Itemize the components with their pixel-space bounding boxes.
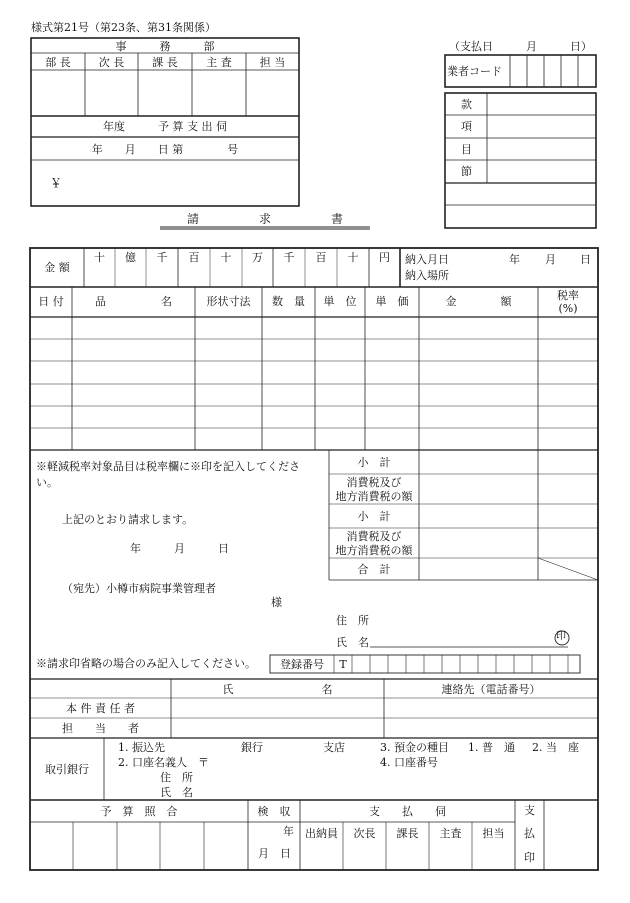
budget-item-moku: 目 (461, 143, 472, 156)
form-number: 様式第21号（第23条、第31条関係） (31, 21, 216, 34)
col-unit: 単 位 (323, 295, 357, 308)
request-date-line: 年 月 日 (130, 542, 229, 555)
delivery-year: 年 (509, 253, 520, 266)
col-shape-size: 形状寸法 (206, 295, 251, 308)
payment-seal-char-3: 印 (524, 851, 535, 864)
payment-seal-char-2: 払 (524, 827, 535, 840)
role-deputy: 次 長 (98, 56, 125, 69)
tax-2-line-b: 地方消費税の額 (335, 544, 413, 557)
unit-ten-man: 十 (220, 251, 232, 264)
name-label: 氏 名 (336, 636, 369, 649)
approver-section-chief: 課長 (396, 827, 419, 840)
staff-person-label: 担 当 者 (62, 722, 139, 735)
holder-address-label: 住 所 (160, 771, 193, 784)
seal-omission-note: ※請求印省略の場合のみ記入してください。 (36, 657, 256, 670)
role-supervisor: 主 査 (206, 56, 232, 69)
document-title: 請 求 書 (186, 212, 343, 226)
delivery-place-label: 納入場所 (405, 269, 449, 282)
bank-suffix: 銀行 (241, 741, 263, 754)
request-statement: 上記のとおり請求します。 (62, 513, 194, 526)
inspection-month-day: 月 日 (258, 847, 291, 860)
unit-yen: 円 (379, 251, 390, 264)
payment-seal-char-1: 支 (524, 804, 535, 817)
tax-1-line-a: 消費税及び (346, 476, 402, 489)
tax-2-line-a: 消費税及び (346, 530, 402, 543)
reduced-tax-note: ※軽減税率対象品目は税率欄に※印を記入してくださ (36, 460, 300, 473)
col-unit-price: 単 価 (375, 295, 409, 308)
delivery-month: 月 (545, 253, 556, 266)
role-staff: 担 当 (259, 56, 286, 69)
unit-oku: 億 (125, 251, 136, 264)
deposit-ordinary: 1. 普 通 (468, 741, 515, 754)
approver-deputy: 次長 (353, 827, 376, 840)
registration-prefix: T (339, 658, 347, 671)
role-director: 部 長 (45, 56, 71, 69)
col-tax-rate-unit: (%) (558, 302, 578, 315)
unit-ten-oku: 十 (94, 251, 105, 264)
bank-transfer-label: 1. 振込先 (118, 741, 165, 754)
approver-supervisor: 主査 (439, 827, 462, 840)
role-section-chief: 課 長 (152, 56, 178, 69)
address-label: 住 所 (336, 614, 369, 627)
inspection-header: 検 収 (257, 805, 291, 818)
delivery-date-label: 納入月日 (405, 253, 449, 266)
budget-expenditure-line: 年度 予 算 支 出 伺 (103, 120, 227, 133)
account-number-label: 4. 口座番号 (380, 756, 438, 769)
payment-date-line: （支払日 月 日） (449, 40, 592, 53)
vendor-code-label: 業者コード (447, 65, 502, 78)
col-amount: 金 額 (445, 295, 512, 308)
responsible-person-label: 本 件 責 任 者 (66, 702, 135, 715)
approver-staff: 担当 (482, 827, 505, 840)
unit-ten: 十 (347, 251, 359, 264)
unit-thousand-man: 千 (156, 251, 168, 264)
tax-1-line-b: 地方消費税の額 (335, 490, 413, 503)
col-quantity: 数 量 (272, 295, 305, 308)
contact-name-header: 氏 名 (222, 683, 333, 696)
approver-cashier: 出納員 (305, 827, 338, 840)
registration-number-label: 登録番号 (280, 658, 324, 671)
payment-approval-header: 支 払 伺 (369, 805, 446, 818)
yen-symbol: ￥ (50, 176, 63, 190)
budget-item-setsu: 節 (461, 165, 472, 178)
amount-label: 金 額 (44, 261, 70, 274)
col-tax-rate: 税率 (557, 289, 579, 302)
addressee: （宛先）小樽市病院事業管理者 (62, 582, 216, 595)
holder-name-label: 氏 名 (160, 786, 193, 799)
unit-hundred-man: 百 (188, 251, 200, 264)
account-holder-label: 2. 口座名義人 〒 (118, 756, 209, 769)
subtotal-2: 小 計 (357, 510, 391, 523)
grand-total: 合 計 (357, 563, 391, 576)
unit-man: 万 (252, 251, 263, 264)
unit-thousand: 千 (283, 251, 295, 264)
subtotal-1: 小 計 (357, 456, 391, 469)
approval-date-line: 年 月 日 第 号 (91, 143, 239, 156)
reduced-tax-note-cont: い。 (36, 476, 58, 489)
budget-item-kan: 款 (461, 98, 472, 111)
branch-suffix: 支店 (323, 741, 345, 754)
bank-label: 取引銀行 (45, 763, 89, 776)
deposit-current: 2. 当 座 (532, 741, 579, 754)
contact-phone-header: 連絡先（電話番号） (441, 683, 541, 696)
delivery-day: 日 (580, 253, 591, 266)
unit-hundred: 百 (315, 251, 327, 264)
budget-item-kou: 項 (461, 120, 472, 133)
seal-mark: 印 (556, 631, 566, 642)
col-date: 日 付 (38, 295, 64, 308)
inspection-year: 年 (283, 825, 294, 838)
office-header: 事 務 部 (115, 40, 215, 53)
honorific-sama: 様 (271, 596, 282, 609)
col-item-name: 品 名 (95, 295, 172, 308)
budget-check-header: 予 算 照 合 (100, 805, 178, 818)
deposit-type-label: 3. 預金の種目 (380, 741, 449, 754)
